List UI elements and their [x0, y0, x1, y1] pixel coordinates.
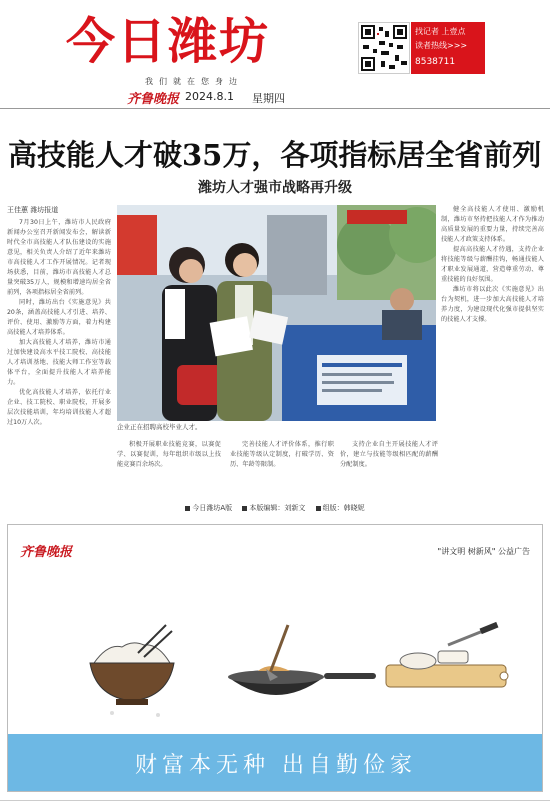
paragraph: 同时，潍坊出台《实施意见》共20条，涵盖高技能人才引进、培养、评价、使用、激励等方面，着力构建高技能人才培养体系。	[7, 299, 111, 336]
article-column-3	[230, 440, 334, 500]
credit-item: 本版编辑：刘新文	[242, 504, 305, 512]
paragraph: 支持企业自主开展技能人才评价，建立与技能等级相匹配的薪酬分配制度。	[340, 441, 438, 468]
ad-slogan: 财富本无种 出自勤俭家	[135, 753, 417, 778]
ad-paper-name: 齐鲁晚报	[20, 545, 73, 560]
hotline-subtitle: 读者热线>>>	[415, 41, 468, 50]
issue-weekday: 星期四	[252, 92, 285, 105]
credit-item: 组版：韩晓妮	[316, 504, 365, 512]
masthead-divider	[0, 108, 550, 109]
article-column-1	[7, 218, 111, 520]
paragraph: 完善技能人才评价体系，推行职业技能等级认定制度，打破学历、资历、年龄等限制。	[230, 441, 334, 468]
paragraph: 优化高技能人才培养，依托行业企业、技工院校、职业院校，开展多层次技能培训，年均培训技能人才超过10万人次。	[7, 389, 111, 426]
logo-text: 今日潍坊	[66, 13, 271, 70]
news-photo[interactable]	[117, 205, 436, 421]
article-subhead: 潍坊人才强市战略再升级	[198, 180, 352, 196]
page-credits	[0, 503, 550, 513]
wok-icon	[228, 625, 376, 695]
credit-item: 今日潍坊A版	[185, 504, 232, 512]
bottom-divider	[0, 800, 550, 801]
news-photo-illustration	[117, 205, 436, 421]
hotline-number: 8538711	[415, 57, 456, 67]
photo-caption: 企业正在招聘高校毕业人才。	[117, 423, 202, 431]
ad-illustration	[8, 585, 543, 727]
paragraph: 健全高技能人才使用、激励机制，潍坊市坚持把技能人才作为推动高质量发展的重要力量，持续完善高技能人才政策支持体系。	[441, 206, 544, 243]
cutting-board-icon	[386, 622, 508, 687]
paper-name: 齐鲁晚报	[127, 92, 180, 107]
newspaper-logo[interactable]	[66, 14, 342, 70]
ad-slogan-banner	[8, 734, 543, 792]
qr-code-icon[interactable]	[358, 22, 410, 74]
qr-code-graphic	[359, 23, 409, 73]
article-headline[interactable]: 高技能人才破35万，各项指标居全省前列	[8, 138, 542, 172]
paragraph: 提高高技能人才待遇，支持企业将技能等级与薪酬挂钩，畅通技能人才职业发展通道，营造尊重劳动、尊重技能的良好氛围。	[441, 246, 544, 283]
hotline-title: 找记者 上壹点	[415, 27, 466, 36]
paragraph: 潍坊市将以此次《实施意见》出台为契机，进一步加大高技能人才培养力度，为建设现代化强市提供坚实的技能人才支撑。	[441, 286, 544, 323]
public-service-ad[interactable]	[7, 524, 543, 792]
issue-date: 2024.8.1	[185, 90, 234, 103]
reader-hotline[interactable]	[411, 22, 485, 74]
ad-label: "讲文明 树新风" 公益广告	[437, 547, 530, 556]
paragraph: 积极开展职业技能竞赛，以赛促学、以赛促训，每年组织市级以上技能竞赛百余场次。	[117, 441, 221, 468]
article-column-2	[117, 440, 221, 500]
article-column-4	[340, 440, 438, 500]
paragraph: 7月30日上午，潍坊市人民政府新闻办公室召开新闻发布会，解读新时代全市高技能人才队伍建设的实施意见，相关负责人介绍了近年来潍坊市高技能人才工作开展情况。记者现场获悉，目前，潍坊市高技能人才总量突破35万人，规模和增速均居全省前列，各项指标居全省前列。	[7, 219, 111, 296]
article-byline: 王佳蕙 潍坊报道	[7, 206, 59, 214]
rice-bowl-icon	[90, 625, 174, 717]
article-column-5	[441, 205, 544, 498]
masthead	[0, 0, 550, 108]
masthead-slogan: 我们就在您身边	[145, 77, 243, 86]
paragraph: 加大高技能人才培养，潍坊市通过加快建设高水平技工院校、高技能人才培训基地、技能大师工作室等载体平台，全面提升技能人才培养能力。	[7, 339, 111, 386]
